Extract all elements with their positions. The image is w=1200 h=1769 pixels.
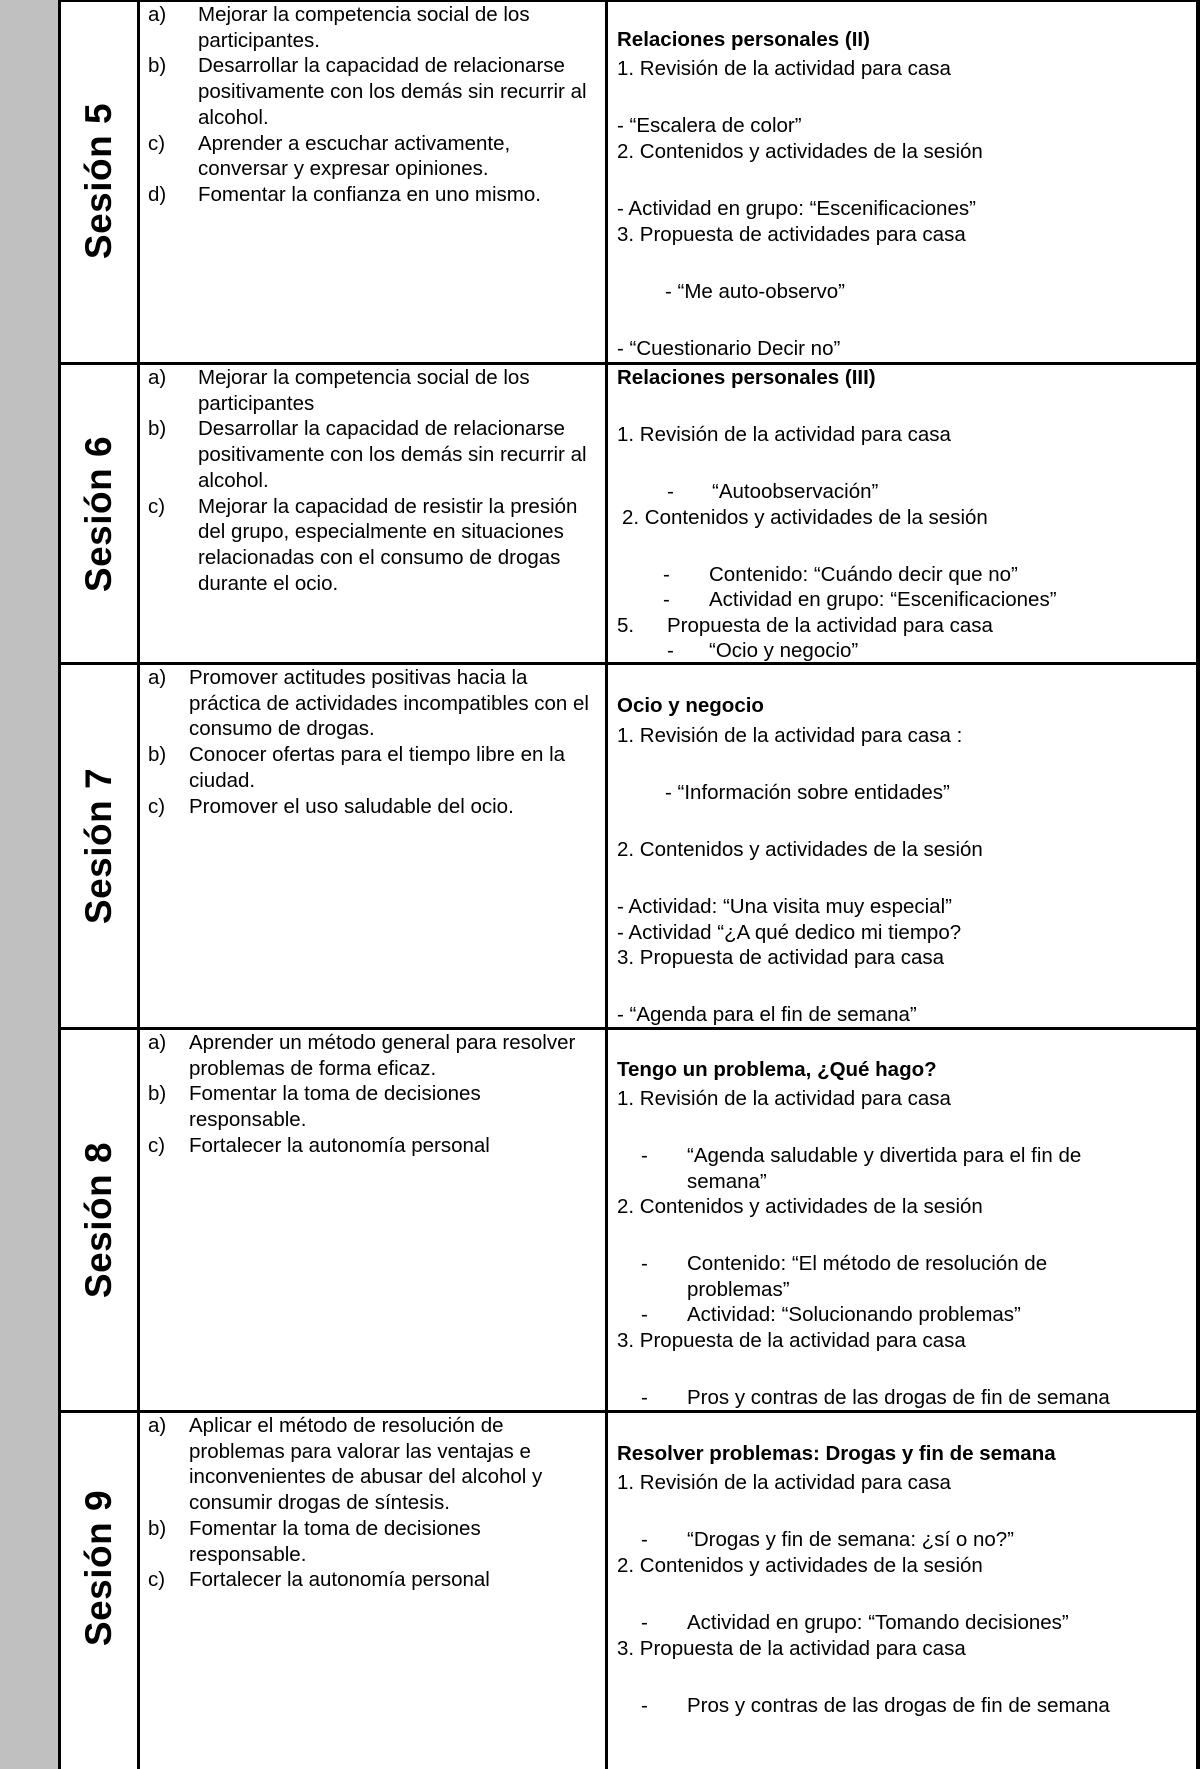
objective-text: Aprender un método general para resolver problemas de forma eficaz. bbox=[189, 1031, 576, 1080]
activity-text: “Autoobservación” bbox=[712, 480, 879, 503]
objective-item bbox=[148, 1081, 598, 1132]
activity-bullet bbox=[617, 1143, 1190, 1194]
objectives-list bbox=[148, 2, 598, 208]
activity-line: 3. Propuesta de la actividad para casa bbox=[617, 1637, 966, 1660]
session-label: Sesión 7 bbox=[78, 767, 119, 925]
session-row bbox=[0, 665, 1200, 1027]
objective-marker: b) bbox=[148, 1516, 167, 1540]
objective-item bbox=[148, 1516, 598, 1567]
session-label-cell bbox=[61, 665, 137, 1027]
item-number: 5. bbox=[617, 614, 635, 637]
objective-text: Promover actitudes positivas hacia la práctica de actividades incompatibles con el consumo de drogas. bbox=[189, 666, 589, 741]
objective-marker: a) bbox=[148, 3, 167, 26]
bullet-dash: - bbox=[663, 563, 670, 586]
objective-marker: c) bbox=[148, 1568, 166, 1592]
objective-marker: a) bbox=[148, 1414, 167, 1437]
session-label: Sesión 8 bbox=[78, 1141, 119, 1299]
bullet-dash: - bbox=[641, 1252, 648, 1275]
activity-line: - Actividad “¿A qué dedico mi tiempo? bbox=[617, 921, 962, 944]
objective-item bbox=[148, 365, 598, 416]
bullet-dash: - bbox=[641, 1528, 648, 1551]
activity-text: Pros y contras de las drogas de fin de semana bbox=[687, 1694, 1110, 1717]
bullet-dash: - bbox=[641, 1144, 648, 1167]
activity-text: “Ocio y negocio” bbox=[709, 639, 859, 662]
activity-text: Pros y contras de las drogas de fin de semana bbox=[687, 1386, 1110, 1409]
activity-text: Actividad en grupo: “Tomando decisiones” bbox=[687, 1611, 1069, 1634]
session-label-cell bbox=[61, 1030, 137, 1410]
objective-marker: a) bbox=[148, 366, 167, 389]
activity-text: Actividad en grupo: “Escenificaciones” bbox=[709, 588, 1057, 611]
objective-text: Mejorar la competencia social de los participantes bbox=[198, 366, 530, 415]
session-label: Sesión 9 bbox=[78, 1489, 119, 1647]
objective-marker: d) bbox=[148, 182, 167, 206]
objective-marker: c) bbox=[148, 794, 166, 818]
objective-marker: b) bbox=[148, 417, 167, 441]
bullet-dash: - bbox=[667, 480, 674, 503]
session-row bbox=[0, 1413, 1200, 1769]
objectives-cell bbox=[140, 1413, 604, 1769]
activity-title: Relaciones personales (III) bbox=[617, 366, 876, 389]
objective-item bbox=[148, 53, 598, 130]
objective-marker: b) bbox=[148, 743, 167, 767]
activity-line: 2. Contenidos y actividades de la sesión bbox=[617, 140, 983, 163]
objective-item bbox=[148, 794, 598, 820]
activities-cell bbox=[609, 1030, 1196, 1410]
objective-text: Aprender a escuchar activamente, conversar y expresar opiniones. bbox=[198, 131, 511, 181]
activity-text: Contenido: “Cuándo decir que no” bbox=[709, 563, 1018, 586]
objective-item bbox=[148, 416, 598, 493]
activity-line: - “Escalera de color” bbox=[617, 114, 802, 137]
objectives-list bbox=[148, 1030, 598, 1159]
objective-marker: a) bbox=[148, 666, 167, 689]
activity-line: 2. Contenidos y actividades de la sesión bbox=[617, 1195, 983, 1218]
objective-text: Conocer ofertas para el tiempo libre en la ciudad. bbox=[189, 743, 566, 792]
activity-line: 2. Contenidos y actividades de la sesión bbox=[617, 838, 983, 861]
objective-item bbox=[148, 131, 598, 182]
session-label: Sesión 6 bbox=[78, 435, 119, 592]
bullet-dash: - bbox=[641, 1611, 648, 1634]
session-row bbox=[0, 0, 1200, 362]
objective-item bbox=[148, 665, 598, 742]
activity-text: Propuesta de la actividad para casa bbox=[667, 614, 993, 637]
session-label-cell bbox=[61, 0, 137, 362]
bullet-dash: - bbox=[663, 588, 670, 611]
activity-line: - “Información sobre entidades” bbox=[665, 781, 950, 804]
activities-cell bbox=[609, 665, 1196, 1027]
activities-cell bbox=[609, 1413, 1196, 1769]
activity-line: - “Cuestionario Decir no” bbox=[617, 337, 841, 360]
objective-text: Mejorar la capacidad de resistir la presión del grupo, especialmente en situaciones relacionadas con el consumo de drogas durante el ocio. bbox=[198, 494, 578, 595]
objective-text: Fomentar la confianza en uno mismo. bbox=[198, 182, 541, 206]
activity-line: 3. Propuesta de actividad para casa bbox=[617, 946, 945, 969]
activity-line: 1. Revisión de la actividad para casa bbox=[617, 423, 951, 446]
objective-marker: c) bbox=[148, 494, 166, 518]
activity-title: Relaciones personales (II) bbox=[617, 28, 870, 51]
objective-marker: b) bbox=[148, 54, 167, 78]
session-row bbox=[0, 1030, 1200, 1410]
objective-marker: c) bbox=[148, 131, 166, 155]
objectives-cell bbox=[140, 365, 604, 662]
activity-line: - Actividad: “Una visita muy especial” bbox=[617, 895, 952, 918]
objective-text: Promover el uso saludable del ocio. bbox=[189, 794, 514, 818]
objective-item bbox=[148, 182, 598, 208]
objectives-cell bbox=[140, 0, 604, 362]
objective-text: Desarrollar la capacidad de relacionarse positivamente con los demás sin recurrir al alcohol. bbox=[198, 54, 587, 129]
objective-text: Fomentar la toma de decisiones responsable. bbox=[189, 1516, 481, 1566]
activity-title: Tengo un problema, ¿Qué hago? bbox=[617, 1058, 937, 1081]
activity-line: - “Me auto-observo” bbox=[665, 280, 846, 303]
objective-item bbox=[148, 742, 598, 793]
bullet-dash: - bbox=[641, 1386, 648, 1409]
objectives-list bbox=[148, 365, 598, 596]
objective-text: Fortalecer la autonomía personal bbox=[189, 1133, 490, 1157]
session-label-cell bbox=[61, 365, 137, 662]
objective-text: Aplicar el método de resolución de problemas para valorar las ventajas e inconvenientes de abusar del alcohol y consumir drogas de síntesis. bbox=[189, 1414, 543, 1515]
activity-title: Ocio y negocio bbox=[617, 694, 764, 717]
bullet-dash: - bbox=[667, 639, 674, 662]
objective-item bbox=[148, 2, 598, 53]
objective-text: Desarrollar la capacidad de relacionarse positivamente con los demás sin recurrir al alcohol. bbox=[198, 417, 587, 492]
activity-line: - “Agenda para el fin de semana” bbox=[617, 1003, 917, 1026]
objectives-cell bbox=[140, 665, 604, 1027]
activity-line: 3. Propuesta de actividades para casa bbox=[617, 223, 966, 246]
activity-text: Actividad: “Solucionando problemas” bbox=[687, 1303, 1021, 1326]
activity-line: 3. Propuesta de la actividad para casa bbox=[617, 1329, 966, 1352]
objective-item bbox=[148, 1030, 598, 1081]
activity-line: - Actividad en grupo: “Escenificaciones” bbox=[617, 197, 976, 220]
activity-text: “Agenda saludable y divertida para el fin de semana” bbox=[687, 1144, 1082, 1193]
objectives-cell bbox=[140, 1030, 604, 1410]
objectives-list bbox=[148, 1413, 598, 1593]
activities-cell bbox=[609, 0, 1196, 362]
bullet-dash: - bbox=[641, 1303, 648, 1326]
activity-text: Contenido: “El método de resolución de problemas” bbox=[687, 1252, 1048, 1301]
objective-text: Fortalecer la autonomía personal bbox=[189, 1568, 490, 1592]
objective-item bbox=[148, 1413, 598, 1516]
objective-marker: c) bbox=[148, 1133, 166, 1157]
bullet-dash: - bbox=[641, 1694, 648, 1717]
objective-item bbox=[148, 494, 598, 597]
activity-title: Resolver problemas: Drogas y fin de semana bbox=[617, 1442, 1056, 1465]
activity-line: 2. Contenidos y actividades de la sesión bbox=[617, 1554, 983, 1577]
session-label: Sesión 5 bbox=[78, 102, 119, 260]
activities-cell bbox=[609, 365, 1196, 662]
objective-item bbox=[148, 1567, 598, 1593]
session-label-cell bbox=[61, 1413, 137, 1769]
objective-text: Mejorar la competencia social de los participantes. bbox=[198, 3, 530, 52]
activity-line: 1. Revisión de la actividad para casa bbox=[617, 57, 951, 80]
session-row bbox=[0, 365, 1200, 662]
activity-line: 2. Contenidos y actividades de la sesión bbox=[622, 506, 988, 529]
activity-line: 1. Revisión de la actividad para casa : bbox=[617, 724, 963, 747]
objective-marker: a) bbox=[148, 1031, 167, 1054]
objective-text: Fomentar la toma de decisiones responsable. bbox=[189, 1082, 481, 1132]
objective-item bbox=[148, 1133, 598, 1159]
activity-text: “Drogas y fin de semana: ¿sí o no?” bbox=[687, 1528, 1015, 1551]
objective-marker: b) bbox=[148, 1082, 167, 1106]
objectives-list bbox=[148, 665, 598, 819]
activity-bullet bbox=[617, 1251, 1190, 1302]
activity-line: 1. Revisión de la actividad para casa bbox=[617, 1471, 951, 1494]
activity-line: 1. Revisión de la actividad para casa bbox=[617, 1087, 951, 1110]
